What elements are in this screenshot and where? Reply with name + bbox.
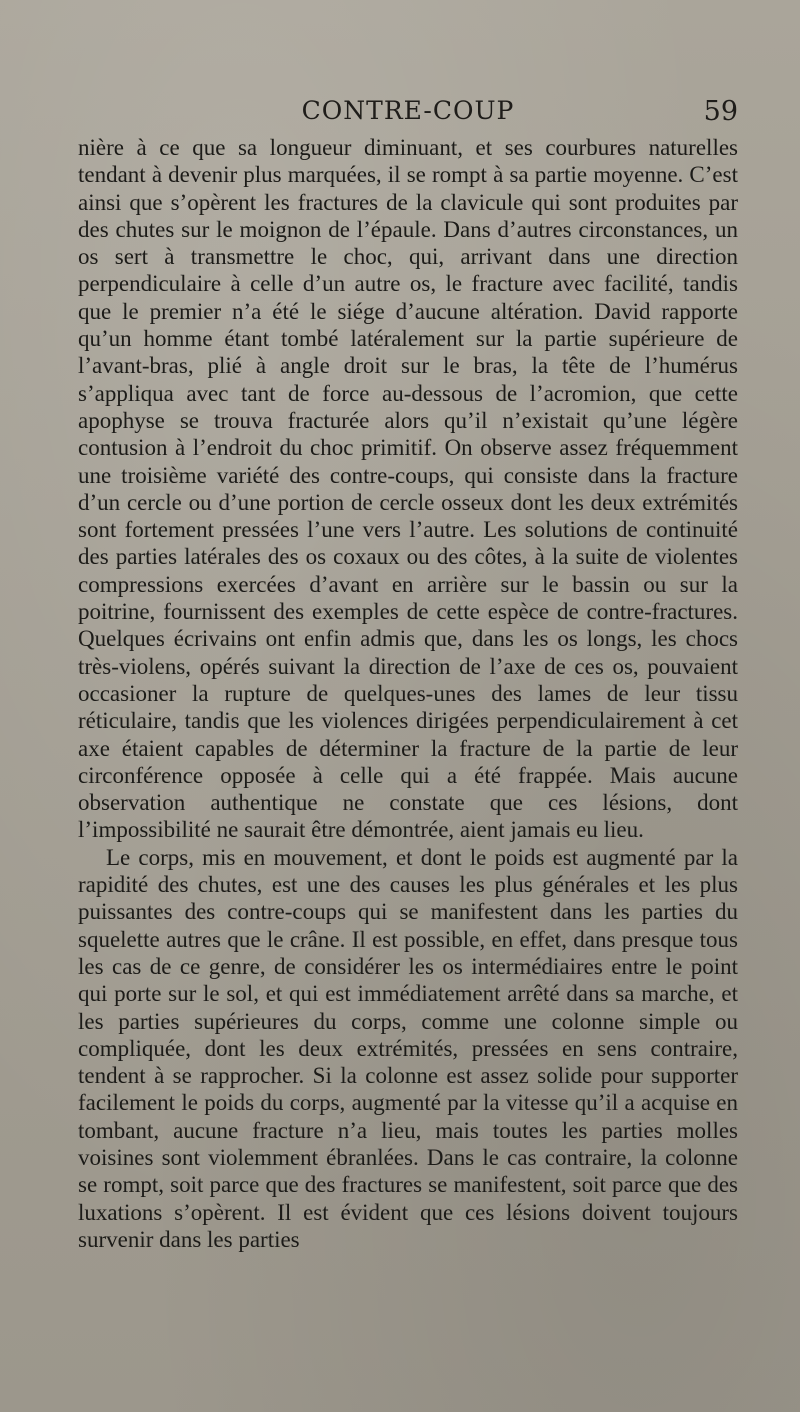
- page-number: 59: [703, 96, 738, 127]
- paragraph-continued: nière à ce que sa longueur diminuant, et ses courbures naturelles tendant à devenir plus marquées, il se rompt à sa partie moyenne. C’est ainsi que s’opèrent les fractures de la clavicule qui sont produites par des chutes sur le moignon de l’épaule. Dans d’autres circonstances, un os sert à transmettre le choc, qui, arrivant dans une direction perpendiculaire à celle d’un autre os, le fracture avec facilité, tandis que le premier n’a été le siége d’aucune altération. David rapporte qu’un homme étant tombé latéralement sur la partie supérieure de l’avant-bras, plié à angle droit sur le bras, la tête de l’humérus s’appliqua avec tant de force au-dessous de l’acromion, que cette apophyse se trouva fracturée alors qu’il n’existait qu’une légère contusion à l’endroit du choc primitif. On observe assez fréquemment une troisième variété des contre-coups, qui consiste dans la fracture d’un cercle ou d’une portion de cercle osseux dont les deux extrémités sont fortement pressées l’une vers l’autre. Les solutions de continuité des parties latérales des os coxaux ou des côtes, à la suite de violentes compressions exercées d’avant en arrière sur le bassin ou sur la poitrine, fournissent des exemples de cette espèce de contre-fractures. Quelques écrivains ont enfin admis que, dans les os longs, les chocs très-violens, opérés suivant la direction de l’axe de ces os, pouvaient occasioner la rupture de quelques-unes des lames de leur tissu réticulaire, tandis que les violences dirigées perpendiculairement à cet axe étaient capables de déterminer la fracture de la partie de leur circonférence opposée à celle qui a été frappée. Mais aucune observation authentique ne constate que ces lésions, dont l’impossibilité ne saurait être démontrée, aient jamais eu lieu.: [78, 135, 738, 843]
- paragraph: Le corps, mis en mouvement, et dont le poids est augmenté par la rapidité des chutes, est une des causes les plus générales et les plus puissantes des contre-coups qui se manifestent dans les parties du squelette autres que le crâne. Il est possible, en effet, dans presque tous les cas de ce genre, de considérer les os intermédiaires entre le point qui porte sur le sol, et qui est immédiatement arrêté dans sa marche, et les parties supérieures du corps, comme une colonne simple ou compliquée, dont les deux extrémités, pressées en sens contraire, tendent à se rapprocher. Si la colonne est assez solide pour supporter facilement le poids du corps, augmenté par la vitesse qu’il a acquise en tombant, aucune fracture n’a lieu, mais toutes les parties molles voisines sont violemment ébranlées. Dans le cas contraire, la colonne se rompt, soit parce que des fractures se manifestent, soit parce que des luxations s’opèrent. Il est évident que ces lésions doivent toujours survenir dans les parties: [78, 844, 738, 1252]
- page-header: [78, 96, 738, 130]
- body-text: [78, 134, 738, 1253]
- running-head: CONTRE-COUP: [301, 96, 515, 125]
